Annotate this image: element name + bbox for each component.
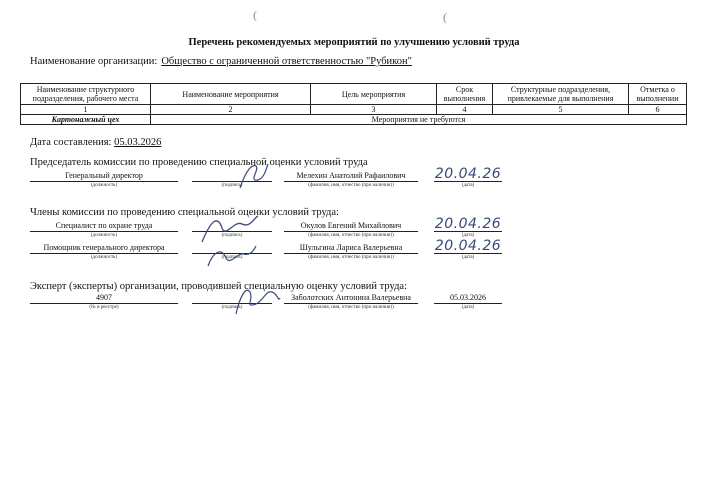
- column-header: Структурные подразделения, привлекаемые для выполнения: [493, 84, 629, 105]
- expert-signature: [232, 282, 284, 318]
- date-caption: (дата): [461, 255, 475, 260]
- member-position: Специалист по охране труда: [55, 221, 153, 230]
- member-date: 20.04.26: [434, 216, 502, 232]
- position-caption: (должность): [90, 255, 118, 260]
- date-caption: (дата): [461, 183, 475, 188]
- expert-registry-number: 4907: [96, 293, 112, 302]
- chairman-signature: [236, 160, 272, 192]
- column-header: Цель мероприятия: [311, 84, 437, 105]
- expert-date: 05.03.2026: [450, 293, 486, 302]
- signature-caption: (подпись): [221, 255, 243, 260]
- position-caption: (должность): [90, 233, 118, 238]
- chairman-date: 20.04.26: [434, 166, 502, 182]
- fio-caption: (фамилия, имя, отчество (при наличии)): [308, 183, 394, 188]
- organization-name: Общество с ограниченной ответственностью "Рубикон": [161, 56, 412, 67]
- column-number: 1: [21, 105, 151, 115]
- column-number: 3: [311, 105, 437, 115]
- member-position: Помощник генерального директора: [43, 243, 165, 252]
- chairman-heading: Председатель комиссии по проведению специальной оценки условий труда: [30, 157, 368, 168]
- table-header-row: [21, 84, 687, 105]
- table-row: [21, 115, 687, 125]
- fio-caption: (фамилия, имя, отчество (при наличии)): [308, 305, 394, 310]
- column-header: Срок выполнения: [437, 84, 493, 105]
- column-header: Наименование структурного подразделения, рабочего места: [21, 84, 151, 105]
- position-caption: (должность): [90, 183, 118, 188]
- organization-line: [30, 56, 412, 67]
- organization-label: Наименование организации:: [30, 56, 158, 67]
- composed-label: Дата составления:: [30, 137, 112, 148]
- member-name: Шульгина Лариса Валерьевна: [299, 243, 403, 252]
- composed-date: 05.03.2026: [114, 137, 162, 148]
- column-number: 2: [151, 105, 311, 115]
- member-date: 20.04.26: [434, 238, 502, 254]
- member-name: Окулов Евгений Михайлович: [300, 221, 402, 230]
- document-title: Перечень рекомендуемых мероприятий по улучшению условий труда: [188, 37, 520, 48]
- scan-mark: (: [253, 8, 257, 22]
- expert-name: Заболотских Антонина Валерьевна: [291, 293, 411, 302]
- column-number-row: [21, 105, 687, 115]
- measures-note-cell: Мероприятия не требуются: [151, 115, 687, 125]
- scan-mark: (: [443, 10, 447, 24]
- column-number: 5: [493, 105, 629, 115]
- column-header: Наименование мероприятия: [151, 84, 311, 105]
- registry-caption: (№ в реестре): [89, 305, 119, 310]
- signature-caption: (подпись): [221, 305, 243, 310]
- date-caption: (дата): [461, 233, 475, 238]
- composed-line: [30, 137, 161, 148]
- chairman-position: Генеральный директор: [65, 171, 143, 180]
- column-number: 6: [629, 105, 687, 115]
- signature-caption: (подпись): [221, 233, 243, 238]
- column-number: 4: [437, 105, 493, 115]
- chairman-name: Мелехин Анатолий Рафаилович: [296, 171, 406, 180]
- date-caption: (дата): [461, 305, 475, 310]
- fio-caption: (фамилия, имя, отчество (при наличии)): [308, 233, 394, 238]
- column-header: Отметка о выполнении: [629, 84, 687, 105]
- measures-table: [20, 83, 687, 125]
- department-cell: Картонажный цех: [21, 115, 151, 125]
- member-signature: [204, 240, 260, 272]
- expert-heading: Эксперт (эксперты) организации, проводившей специальную оценку условий труда:: [30, 281, 408, 292]
- fio-caption: (фамилия, имя, отчество (при наличии)): [308, 255, 394, 260]
- members-heading: Члены комиссии по проведению специальной оценки условий труда:: [30, 207, 339, 218]
- signature-caption: (подпись): [221, 183, 243, 188]
